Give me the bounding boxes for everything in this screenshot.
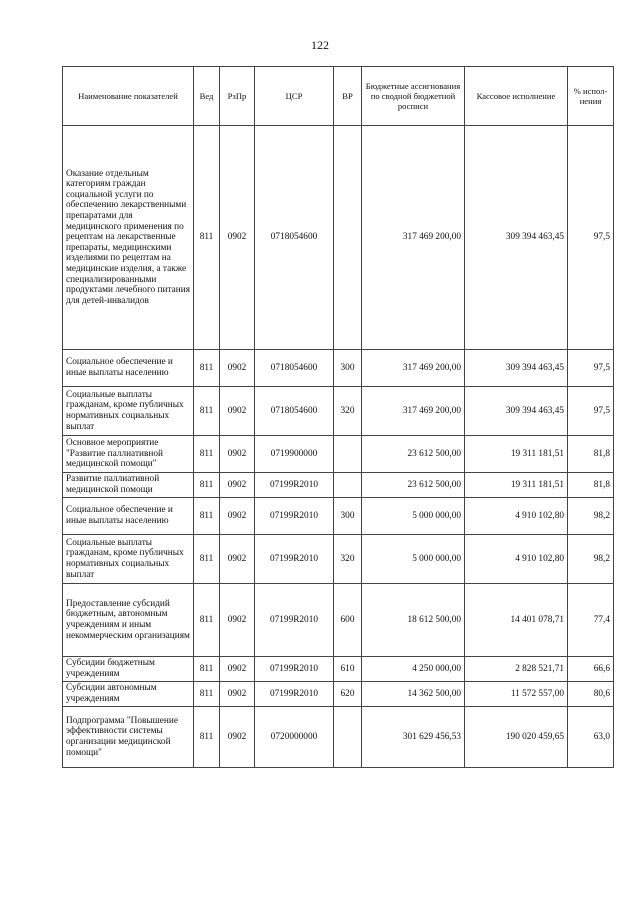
row-name: Социальные выплаты гражданам, кроме публичных нормативных социальных выплат <box>63 535 194 584</box>
row-ved: 811 <box>194 682 220 707</box>
header-cash: Кассовое исполнение <box>465 67 568 126</box>
row-budget: 23 612 500,00 <box>362 436 465 473</box>
row-rzpr: 0902 <box>220 584 255 657</box>
row-cash: 11 572 557,00 <box>465 682 568 707</box>
row-cash: 309 394 463,45 <box>465 350 568 387</box>
row-name: Развитие паллиативной медицинской помощи <box>63 473 194 498</box>
table-row <box>63 473 614 498</box>
row-name: Предоставление субсидий бюджетным, автономным учреждениям и иным некоммерческим организациям <box>63 584 194 657</box>
table-row <box>63 535 614 584</box>
row-budget: 5 000 000,00 <box>362 535 465 584</box>
row-vr: 620 <box>334 682 362 707</box>
row-cash: 309 394 463,45 <box>465 126 568 350</box>
row-vr <box>334 707 362 768</box>
row-rzpr: 0902 <box>220 387 255 436</box>
row-budget: 14 362 500,00 <box>362 682 465 707</box>
table-row <box>63 350 614 387</box>
row-percent: 98,2 <box>568 535 614 584</box>
table-row <box>63 126 614 350</box>
row-name: Субсидии автономным учреждениям <box>63 682 194 707</box>
row-budget: 301 629 456,53 <box>362 707 465 768</box>
row-rzpr: 0902 <box>220 682 255 707</box>
row-rzpr: 0902 <box>220 657 255 682</box>
row-rzpr: 0902 <box>220 707 255 768</box>
row-budget: 18 612 500,00 <box>362 584 465 657</box>
row-percent: 97,5 <box>568 126 614 350</box>
row-percent: 98,2 <box>568 498 614 535</box>
row-vr <box>334 126 362 350</box>
row-ved: 811 <box>194 436 220 473</box>
row-percent: 77,4 <box>568 584 614 657</box>
table-row <box>63 682 614 707</box>
row-name: Социальные выплаты гражданам, кроме публичных нормативных социальных выплат <box>63 387 194 436</box>
row-rzpr: 0902 <box>220 473 255 498</box>
row-budget: 4 250 000,00 <box>362 657 465 682</box>
row-budget: 5 000 000,00 <box>362 498 465 535</box>
row-csr: 07199R2010 <box>255 498 334 535</box>
row-percent: 97,5 <box>568 350 614 387</box>
row-percent: 66,6 <box>568 657 614 682</box>
row-csr: 0718054600 <box>255 350 334 387</box>
row-csr: 07199R2010 <box>255 584 334 657</box>
row-vr: 300 <box>334 350 362 387</box>
table-row <box>63 498 614 535</box>
row-budget: 317 469 200,00 <box>362 387 465 436</box>
row-percent: 81,8 <box>568 436 614 473</box>
budget-execution-table <box>62 66 614 768</box>
row-ved: 811 <box>194 126 220 350</box>
row-csr: 0718054600 <box>255 387 334 436</box>
table-header-row <box>63 67 614 126</box>
header-csr: ЦСР <box>255 67 334 126</box>
row-rzpr: 0902 <box>220 126 255 350</box>
row-cash: 309 394 463,45 <box>465 387 568 436</box>
row-csr: 0720000000 <box>255 707 334 768</box>
row-rzpr: 0902 <box>220 498 255 535</box>
row-cash: 19 311 181,51 <box>465 473 568 498</box>
row-csr: 0719900000 <box>255 436 334 473</box>
row-vr <box>334 473 362 498</box>
row-budget: 23 612 500,00 <box>362 473 465 498</box>
header-percent: % испол-нения <box>568 67 614 126</box>
row-percent: 80,6 <box>568 682 614 707</box>
row-cash: 4 910 102,80 <box>465 498 568 535</box>
row-ved: 811 <box>194 535 220 584</box>
row-ved: 811 <box>194 350 220 387</box>
row-csr: 0718054600 <box>255 126 334 350</box>
row-name: Социальное обеспечение и иные выплаты населению <box>63 498 194 535</box>
table-row <box>63 657 614 682</box>
header-name: Наименование показателей <box>63 67 194 126</box>
row-csr: 07199R2010 <box>255 473 334 498</box>
row-vr: 600 <box>334 584 362 657</box>
row-vr <box>334 436 362 473</box>
table-row <box>63 436 614 473</box>
row-name: Оказание отдельным категориям граждан социальной услуги по обеспечению лекарственными препаратами для медицинского применения по рецептам на лекарственные препараты, медицинскими изделиями по рецептам на медицинские изделия, а также специализированными продуктами лечебного питания для детей-инвалидов <box>63 126 194 350</box>
row-cash: 190 020 459,65 <box>465 707 568 768</box>
row-vr: 610 <box>334 657 362 682</box>
row-budget: 317 469 200,00 <box>362 126 465 350</box>
row-ved: 811 <box>194 498 220 535</box>
table-row <box>63 387 614 436</box>
header-ved: Вед <box>194 67 220 126</box>
row-percent: 63,0 <box>568 707 614 768</box>
row-csr: 07199R2010 <box>255 657 334 682</box>
row-ved: 811 <box>194 707 220 768</box>
row-cash: 14 401 078,71 <box>465 584 568 657</box>
row-ved: 811 <box>194 473 220 498</box>
row-name: Подпрограмма "Повышение эффективности системы организации медицинской помощи" <box>63 707 194 768</box>
header-vr: ВР <box>334 67 362 126</box>
row-rzpr: 0902 <box>220 350 255 387</box>
row-name: Социальное обеспечение и иные выплаты населению <box>63 350 194 387</box>
header-budget: Бюджетные ассигнования по сводной бюджетной росписи <box>362 67 465 126</box>
row-ved: 811 <box>194 387 220 436</box>
row-vr: 320 <box>334 387 362 436</box>
row-csr: 07199R2010 <box>255 682 334 707</box>
row-ved: 811 <box>194 584 220 657</box>
row-rzpr: 0902 <box>220 535 255 584</box>
row-percent: 81,8 <box>568 473 614 498</box>
page-number: 122 <box>311 38 329 52</box>
row-csr: 07199R2010 <box>255 535 334 584</box>
row-name: Субсидии бюджетным учреждениям <box>63 657 194 682</box>
table-row <box>63 584 614 657</box>
row-cash: 19 311 181,51 <box>465 436 568 473</box>
row-vr: 320 <box>334 535 362 584</box>
row-vr: 300 <box>334 498 362 535</box>
row-name: Основное мероприятие "Развитие паллиативной медицинской помощи" <box>63 436 194 473</box>
row-cash: 4 910 102,80 <box>465 535 568 584</box>
row-percent: 97,5 <box>568 387 614 436</box>
row-rzpr: 0902 <box>220 436 255 473</box>
row-cash: 2 828 521,71 <box>465 657 568 682</box>
row-budget: 317 469 200,00 <box>362 350 465 387</box>
table-row <box>63 707 614 768</box>
header-rzpr: РзПр <box>220 67 255 126</box>
row-ved: 811 <box>194 657 220 682</box>
